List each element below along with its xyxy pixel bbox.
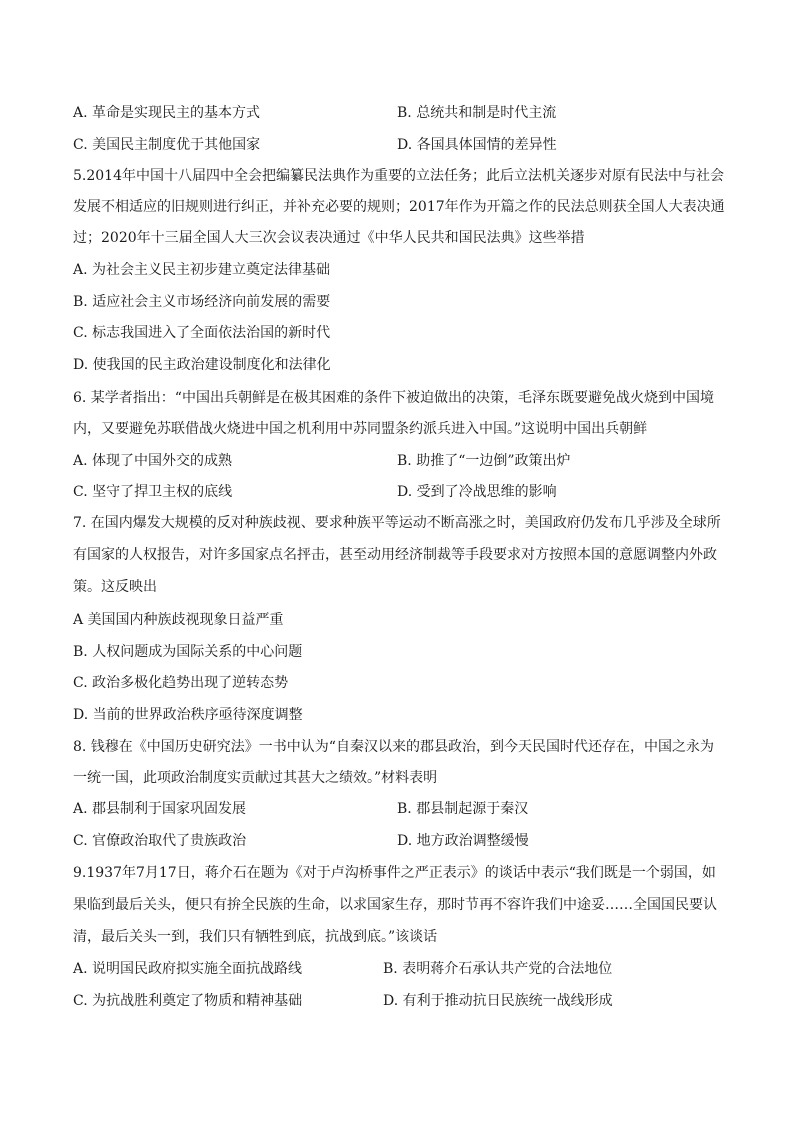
q6-stem-line-2: 内，又要避免苏联借战火烧进中国之机利用中苏同盟条约派兵进入中国。”这说明中国出兵朝鲜 <box>73 421 648 437</box>
q8-option-a: A. 郡县制利于国家巩固发展 <box>73 801 247 817</box>
q5-stem-line-1: 5.2014年中国十八届四中全会把编纂民法典作为重要的立法任务；此后立法机关逐步对原有民法中与社会 <box>73 168 724 184</box>
q5-stem-line-3: 过；2020年十三届全国人大三次会议表决通过《中华人民共和国民法典》这些举措 <box>73 230 585 246</box>
q9-option-c: C. 为抗战胜利奠定了物质和精神基础 <box>73 993 303 1009</box>
q5-option-c: C. 标志我国进入了全面依法治国的新时代 <box>73 325 331 341</box>
q6-option-a: A. 体现了中国外交的成熟 <box>73 453 233 469</box>
q4-option-d: D. 各国具体国情的差异性 <box>397 137 557 153</box>
q5-option-d: D. 使我国的民主政治建设制度化和法律化 <box>73 357 331 373</box>
q6-stem-line-1: 6. 某学者指出：“中国出兵朝鲜是在极其困难的条件下被迫做出的决策，毛泽东既要避免战火烧到中国境 <box>73 390 714 406</box>
q7-option-a: A 美国国内种族歧视现象日益严重 <box>73 612 284 628</box>
q7-option-c: C. 政治多极化趋势出现了逆转态势 <box>73 675 289 691</box>
q6-option-b: B. 助推了“一边倒”政策出炉 <box>397 453 571 469</box>
q7-stem-line-3: 策。这反映出 <box>73 579 157 595</box>
q7-option-b: B. 人权问题成为国际关系的中心问题 <box>73 644 303 660</box>
q6-option-d: D. 受到了冷战思维的影响 <box>397 484 557 500</box>
q5-option-a: A. 为社会主义民主初步建立奠定法律基础 <box>73 262 331 278</box>
q9-stem-line-1: 9.1937年7月17日，蒋介石在题为《对于卢沟桥事件之严正表示》的谈话中表示“我们既是一个弱国，如 <box>73 865 716 881</box>
q8-stem-line-2: 一统一国，此项政治制度实贡献过其甚大之绩效。”材料表明 <box>73 770 438 786</box>
q7-stem-line-1: 7. 在国内爆发大规模的反对种族歧视、要求种族平等运动不断高涨之时，美国政府仍发布几乎涉及全球所 <box>73 515 721 531</box>
q4-option-b: B. 总统共和制是时代主流 <box>397 105 557 121</box>
q4-option-a: A. 革命是实现民主的基本方式 <box>73 105 261 121</box>
q5-stem-line-2: 发展不相适应的旧规则进行纠正，并补充必要的规则；2017年作为开篇之作的民法总则获全国人大表决通 <box>73 199 725 215</box>
q9-stem-line-3: 清，最后关头一到，我们只有牺牲到底，抗战到底。”该谈话 <box>73 929 438 945</box>
q7-stem-line-2: 有国家的人权报告，对许多国家点名抨击，甚至动用经济制裁等手段要求对方按照本国的意愿调整内外政 <box>73 547 717 563</box>
q8-option-c: C. 官僚政治取代了贵族政治 <box>73 833 247 849</box>
q9-option-a: A. 说明国民政府拟实施全面抗战路线 <box>73 961 303 977</box>
q8-stem-line-1: 8. 钱穆在《中国历史研究法》一书中认为“自秦汉以来的郡县政治，到今天民国时代还存在，中国之永为 <box>73 739 714 755</box>
q8-option-b: B. 郡县制起源于秦汉 <box>397 801 529 817</box>
q9-option-d: D. 有利于推动抗日民族统一战线形成 <box>383 993 613 1009</box>
q5-option-b: B. 适应社会主义市场经济向前发展的需要 <box>73 294 331 310</box>
q6-option-c: C. 坚守了捍卫主权的底线 <box>73 484 233 500</box>
q9-stem-line-2: 果临到最后关头，便只有拚全民族的生命，以求国家生存，那时节再不容许我们中途妥……全国国民要认 <box>73 897 717 913</box>
q4-option-c: C. 美国民主制度优于其他国家 <box>73 137 261 153</box>
q9-option-b: B. 表明蒋介石承认共产党的合法地位 <box>383 961 613 977</box>
q7-option-d: D. 当前的世界政治秩序亟待深度调整 <box>73 707 303 723</box>
q8-option-d: D. 地方政治调整缓慢 <box>397 833 529 849</box>
